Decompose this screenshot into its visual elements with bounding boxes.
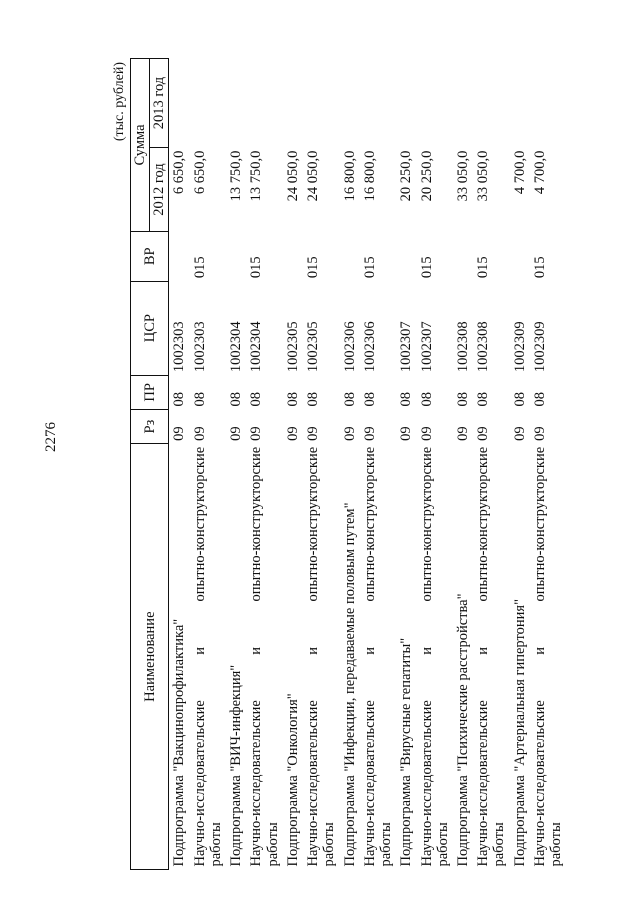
row-name — [303, 444, 339, 870]
row-sum-2013 — [340, 59, 360, 148]
row-sum-2013 — [453, 59, 473, 148]
row-csr: 1002304 — [228, 321, 245, 373]
header-csr: ЦСР — [131, 281, 169, 375]
row-name-part: работы — [491, 822, 508, 867]
row-name-part: Научно-исследовательские — [475, 700, 492, 867]
row-sum-2013 — [283, 59, 303, 148]
row-name-part: опытно-конструкторские — [475, 446, 492, 602]
row-sum-2012: 6 650,0 — [171, 150, 188, 195]
row-name-part: Научно-исследовательские — [418, 700, 435, 867]
row-sum-2012: 33 050,0 — [475, 150, 492, 202]
header-2013: 2013 год — [150, 59, 169, 148]
header-rz: Рз — [131, 409, 169, 443]
row-vr — [396, 231, 416, 281]
row-sum-2012: 33 050,0 — [454, 150, 471, 202]
row-name — [530, 444, 566, 870]
table-row — [190, 59, 226, 870]
row-name: Подпрограмма "Вирусные гепатиты" — [398, 637, 415, 867]
row-rz: 09 — [361, 426, 378, 441]
table-row — [396, 59, 416, 870]
row-name-part: Научно-исследовательские — [248, 700, 265, 867]
row-pr: 08 — [511, 391, 528, 407]
row-pr: 08 — [191, 391, 208, 407]
row-name — [473, 444, 509, 870]
row-sum-2012: 20 250,0 — [418, 150, 435, 202]
row-vr: 015 — [305, 256, 322, 279]
row-csr: 1002305 — [305, 321, 322, 373]
row-sum-2012: 4 700,0 — [531, 150, 548, 195]
row-pr: 08 — [228, 391, 245, 407]
row-name-part: и — [248, 646, 265, 655]
row-name-part: работы — [378, 822, 395, 867]
row-rz: 09 — [475, 426, 492, 441]
table-row — [360, 59, 396, 870]
row-name-part: и — [305, 646, 322, 655]
row-name-part: и — [361, 646, 378, 655]
row-sum-2012: 16 800,0 — [361, 150, 378, 202]
row-name — [190, 444, 226, 870]
row-name — [360, 444, 396, 870]
row-name-part: и — [191, 646, 208, 655]
row-sum-2013 — [169, 59, 190, 148]
row-name-part: работы — [548, 822, 565, 867]
row-vr: 015 — [418, 256, 435, 279]
row-sum-2013 — [530, 59, 566, 148]
rotated-table-region — [112, 62, 600, 870]
row-csr: 1002304 — [248, 321, 265, 373]
header-2012: 2012 год — [150, 148, 169, 232]
row-pr: 08 — [398, 391, 415, 407]
row-vr: 015 — [361, 256, 378, 279]
row-sum-2012: 13 750,0 — [228, 150, 245, 202]
row-name-part: Научно-исследовательские — [531, 700, 548, 867]
table-row — [417, 59, 453, 870]
row-name — [246, 444, 282, 870]
row-csr: 1002306 — [361, 321, 378, 373]
header-sum: Сумма — [131, 59, 150, 232]
row-sum-2013 — [473, 59, 509, 148]
row-name-part: работы — [264, 822, 281, 867]
row-pr: 08 — [454, 391, 471, 407]
row-csr: 1002306 — [341, 321, 358, 373]
row-rz: 09 — [248, 426, 265, 441]
table-row — [283, 59, 303, 870]
row-name-part: работы — [434, 822, 451, 867]
row-sum-2012: 24 050,0 — [284, 150, 301, 202]
table-row — [473, 59, 509, 870]
row-name: Подпрограмма "Психические расстройства" — [454, 593, 471, 867]
page-number: 2276 — [43, 422, 59, 452]
row-csr: 1002307 — [418, 321, 435, 373]
row-name-part: опытно-конструкторские — [361, 446, 378, 602]
row-name: Подпрограмма "Вакцинопрофилактика" — [171, 618, 188, 867]
table-row — [510, 59, 530, 870]
row-name-part: опытно-конструкторские — [248, 446, 265, 602]
row-rz: 09 — [171, 426, 188, 441]
row-vr — [453, 231, 473, 281]
row-rz: 09 — [418, 426, 435, 441]
row-pr: 08 — [361, 391, 378, 407]
budget-table — [130, 58, 566, 870]
row-csr: 1002303 — [171, 321, 188, 373]
row-name-part: и — [418, 646, 435, 655]
table-row — [169, 59, 190, 870]
row-name-part: и — [531, 646, 548, 655]
row-rz: 09 — [511, 426, 528, 441]
row-pr: 08 — [418, 391, 435, 407]
row-rz: 09 — [341, 426, 358, 441]
row-name-part: работы — [207, 822, 224, 867]
row-pr: 08 — [248, 391, 265, 407]
row-name-part: опытно-конструкторские — [418, 446, 435, 602]
row-sum-2012: 13 750,0 — [248, 150, 265, 202]
row-csr: 1002305 — [284, 321, 301, 373]
row-pr: 08 — [305, 391, 322, 407]
row-name-part: Научно-исследовательские — [191, 700, 208, 867]
row-rz: 09 — [228, 426, 245, 441]
row-name-part: опытно-конструкторские — [191, 446, 208, 602]
row-vr: 015 — [475, 256, 492, 279]
row-name: Подпрограмма "Онкология" — [284, 693, 301, 867]
row-pr: 08 — [341, 391, 358, 407]
row-vr: 015 — [248, 256, 265, 279]
row-sum-2013 — [360, 59, 396, 148]
row-csr: 1002308 — [475, 321, 492, 373]
row-sum-2012: 20 250,0 — [398, 150, 415, 202]
row-pr: 08 — [475, 391, 492, 407]
row-sum-2012: 4 700,0 — [511, 150, 528, 195]
units-label: (тыс. рублей) — [112, 62, 127, 142]
row-vr — [510, 231, 530, 281]
header-vr: ВР — [131, 231, 169, 281]
header-name: Наименование — [131, 444, 169, 870]
row-csr: 1002309 — [531, 321, 548, 373]
row-name-part: Научно-исследовательские — [305, 700, 322, 867]
row-rz: 09 — [284, 426, 301, 441]
row-sum-2013 — [510, 59, 530, 148]
row-sum-2012: 6 650,0 — [191, 150, 208, 195]
row-rz: 09 — [531, 426, 548, 441]
row-name: Подпрограмма "Инфекции, передаваемые половым путем" — [341, 502, 358, 867]
row-pr: 08 — [171, 391, 188, 407]
row-vr: 015 — [531, 256, 548, 279]
table-row — [303, 59, 339, 870]
row-vr — [283, 231, 303, 281]
row-sum-2012: 16 800,0 — [341, 150, 358, 202]
row-name-part: и — [475, 646, 492, 655]
row-vr — [226, 231, 246, 281]
row-sum-2013 — [246, 59, 282, 148]
row-rz: 09 — [191, 426, 208, 441]
row-sum-2013 — [226, 59, 246, 148]
row-csr: 1002309 — [511, 321, 528, 373]
row-rz: 09 — [305, 426, 322, 441]
row-sum-2013 — [417, 59, 453, 148]
table-row — [530, 59, 566, 870]
row-name: Подпрограмма "ВИЧ-инфекция" — [228, 664, 245, 867]
row-sum-2013 — [396, 59, 416, 148]
row-name: Подпрограмма "Артериальная гипертония" — [511, 599, 528, 867]
header-row — [131, 59, 150, 870]
row-name-part: Научно-исследовательские — [361, 700, 378, 867]
row-csr: 1002307 — [398, 321, 415, 373]
row-name-part: опытно-конструкторские — [531, 446, 548, 602]
row-pr: 08 — [284, 391, 301, 407]
header-pr: ПР — [131, 375, 169, 409]
row-sum-2013 — [190, 59, 226, 148]
table-row — [340, 59, 360, 870]
row-rz: 09 — [454, 426, 471, 441]
row-rz: 09 — [398, 426, 415, 441]
row-name-part: опытно-конструкторские — [305, 446, 322, 602]
row-sum-2013 — [303, 59, 339, 148]
row-vr — [340, 231, 360, 281]
row-vr — [169, 231, 190, 281]
row-csr: 1002308 — [454, 321, 471, 373]
table-body — [169, 59, 566, 870]
row-vr: 015 — [191, 256, 208, 279]
row-pr: 08 — [531, 391, 548, 407]
table-row — [226, 59, 246, 870]
table-row — [453, 59, 473, 870]
row-sum-2012: 24 050,0 — [305, 150, 322, 202]
row-csr: 1002303 — [191, 321, 208, 373]
row-name — [417, 444, 453, 870]
table-row — [246, 59, 282, 870]
row-name-part: работы — [321, 822, 338, 867]
